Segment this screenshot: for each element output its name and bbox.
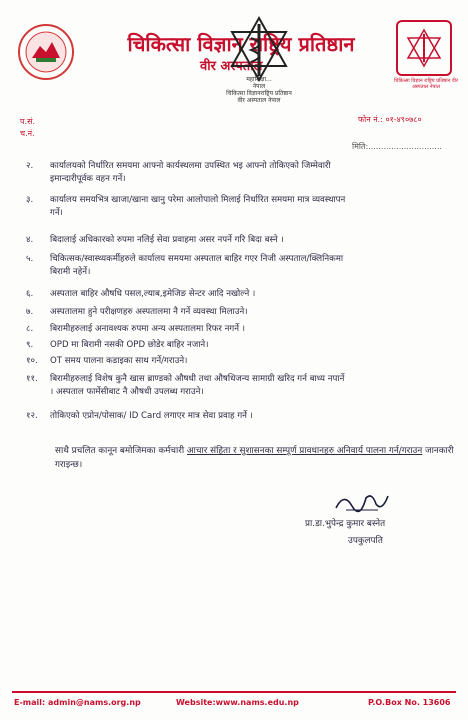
phone-label: फोन नं.: ०१-४९०७८०: [358, 115, 422, 124]
item-text: बिदालाई अधिकारको रुपमा नलिई सेवा प्रवाहमा असर नपर्ने गरि बिदा बस्ने ।: [50, 235, 284, 245]
reference-number-label: प.सं.: [20, 117, 36, 126]
footer-pobox: P.O.Box No. 13606: [368, 698, 451, 707]
item-text: कार्यालयको निर्धारित समयमा आफ्नो कार्यस्थलमा उपस्थित भइ आफ्नो तोकिएको जिम्मेवारी: [50, 161, 331, 171]
signatory-name: प्रा.डा.भुपेन्द्र कुमार बस्नेत: [305, 519, 386, 529]
item-text: बिरामीहरुलाई अनावश्यक रुपमा अन्य अस्पतालमा रिफर नगर्ने ।: [50, 324, 246, 334]
signature-mark: [332, 488, 392, 520]
item-number: ८.: [26, 324, 34, 334]
handwritten-signature-icon: [332, 488, 392, 516]
item-number: ६.: [26, 289, 34, 299]
item-number: ४.: [26, 235, 34, 245]
footer-email: E-mail: admin@nams.org.np: [14, 698, 141, 707]
item-number: ११.: [26, 374, 38, 384]
list-item: [26, 253, 446, 279]
right-logo-caption: चिकित्सा विज्ञान राष्ट्रिय प्रतिष्ठान वीर अस्पताल नेपाल: [394, 78, 458, 90]
item-text: बिरामीहरुलाई विशेष कुनै खास ब्राण्डको औषधी तथा औषधिजन्य सामाग्री खरिद गर्न बाध्य नपार्ने: [50, 374, 345, 384]
stamp-line: चिकित्सा विज्ञानराष्ट्रिय प्रतिष्ठान: [226, 90, 292, 97]
closing-paragraph: [55, 444, 455, 472]
item-text: तोकिएको एप्रोन/पोसाक/ ID Card लगाएर मात्र सेवा प्रवाह गर्ने ।: [50, 411, 253, 421]
list-item: [26, 323, 446, 336]
dispatch-number-label: च.नं.: [20, 129, 35, 138]
item-text: कार्यालय समयभित्र खाजा/खाना खानु परेमा आलोपालो मिलाई निर्धारित समयमा मात्र व्यवस्थापन: [50, 195, 346, 205]
item-text: अस्पतालमा हुने परीक्षणहरु अस्पतालमा नै गर्ने व्यवस्था मिलाउने।: [50, 307, 248, 317]
item-number: ७.: [26, 307, 34, 317]
org-subtitle: वीर अस्पताल: [200, 59, 263, 74]
list-item: [26, 234, 446, 247]
item-number: ५.: [26, 254, 34, 264]
stamp-line: महाशिक्षा...: [246, 76, 272, 83]
list-item: [26, 288, 446, 301]
footer-website: Website:www.nams.edu.np: [176, 698, 299, 707]
list-item: [26, 306, 446, 319]
item-text: OPD मा बिरामी नसकी OPD छोडेर बाहिर नजाने।: [50, 340, 209, 350]
list-item: [26, 339, 446, 352]
org-title: चिकित्सा विज्ञान राष्ट्रिय प्रतिष्ठान: [127, 32, 355, 56]
item-number: २.: [26, 161, 34, 171]
item-text: चिकित्सक/स्वास्थ्यकर्मीहरुले कार्यालय समयमा अस्पताल बाहिर गएर निजी अस्पताल/क्लिनिकमा: [50, 254, 344, 264]
list-item: [26, 410, 446, 423]
item-text: । अस्पताल फार्मेसीबाट नै औषधी उपलब्ध गराउने।: [50, 387, 204, 397]
item-text: अस्पताल बाहिर औषधि पसल,ल्याब,इमेजिङ सेन्टर आदि नखोल्ने ।: [50, 289, 256, 299]
footer-divider: [12, 691, 456, 693]
item-text: OT समय पालना कडाइका साथ गर्ने/गराउने।: [50, 356, 188, 366]
closing-prefix: साथै प्रचलित कानून बमोजिमका कर्मचारी: [55, 446, 187, 456]
signatory-role: उपकुलपति: [348, 536, 383, 546]
list-item: [26, 160, 446, 186]
list-item: [26, 194, 446, 220]
item-number: ३.: [26, 195, 34, 205]
stamp-line: वीर अस्पताल नेपाल: [237, 97, 281, 104]
item-number: १०.: [26, 356, 38, 366]
date-label: मिति:.............................: [352, 142, 442, 151]
item-text: इमान्दारीपूर्वक वहन गर्ने।: [50, 174, 126, 184]
list-item: [26, 355, 446, 368]
item-text: बिरामी नहेर्ने।: [50, 267, 91, 277]
list-item: [26, 373, 446, 399]
item-number: १२.: [26, 411, 38, 421]
item-number: ९.: [26, 340, 34, 350]
closing-emphasis: आचार संहिता र सुशासनका सम्पूर्ण प्रावधानहरु अनिवार्य पालना गर्न/गराउन: [186, 446, 423, 456]
stamp-line: नेपाल: [252, 83, 266, 90]
item-text: गर्ने।: [50, 208, 63, 218]
closing-suffix: जानकारी गराइन्छ।: [55, 446, 454, 470]
